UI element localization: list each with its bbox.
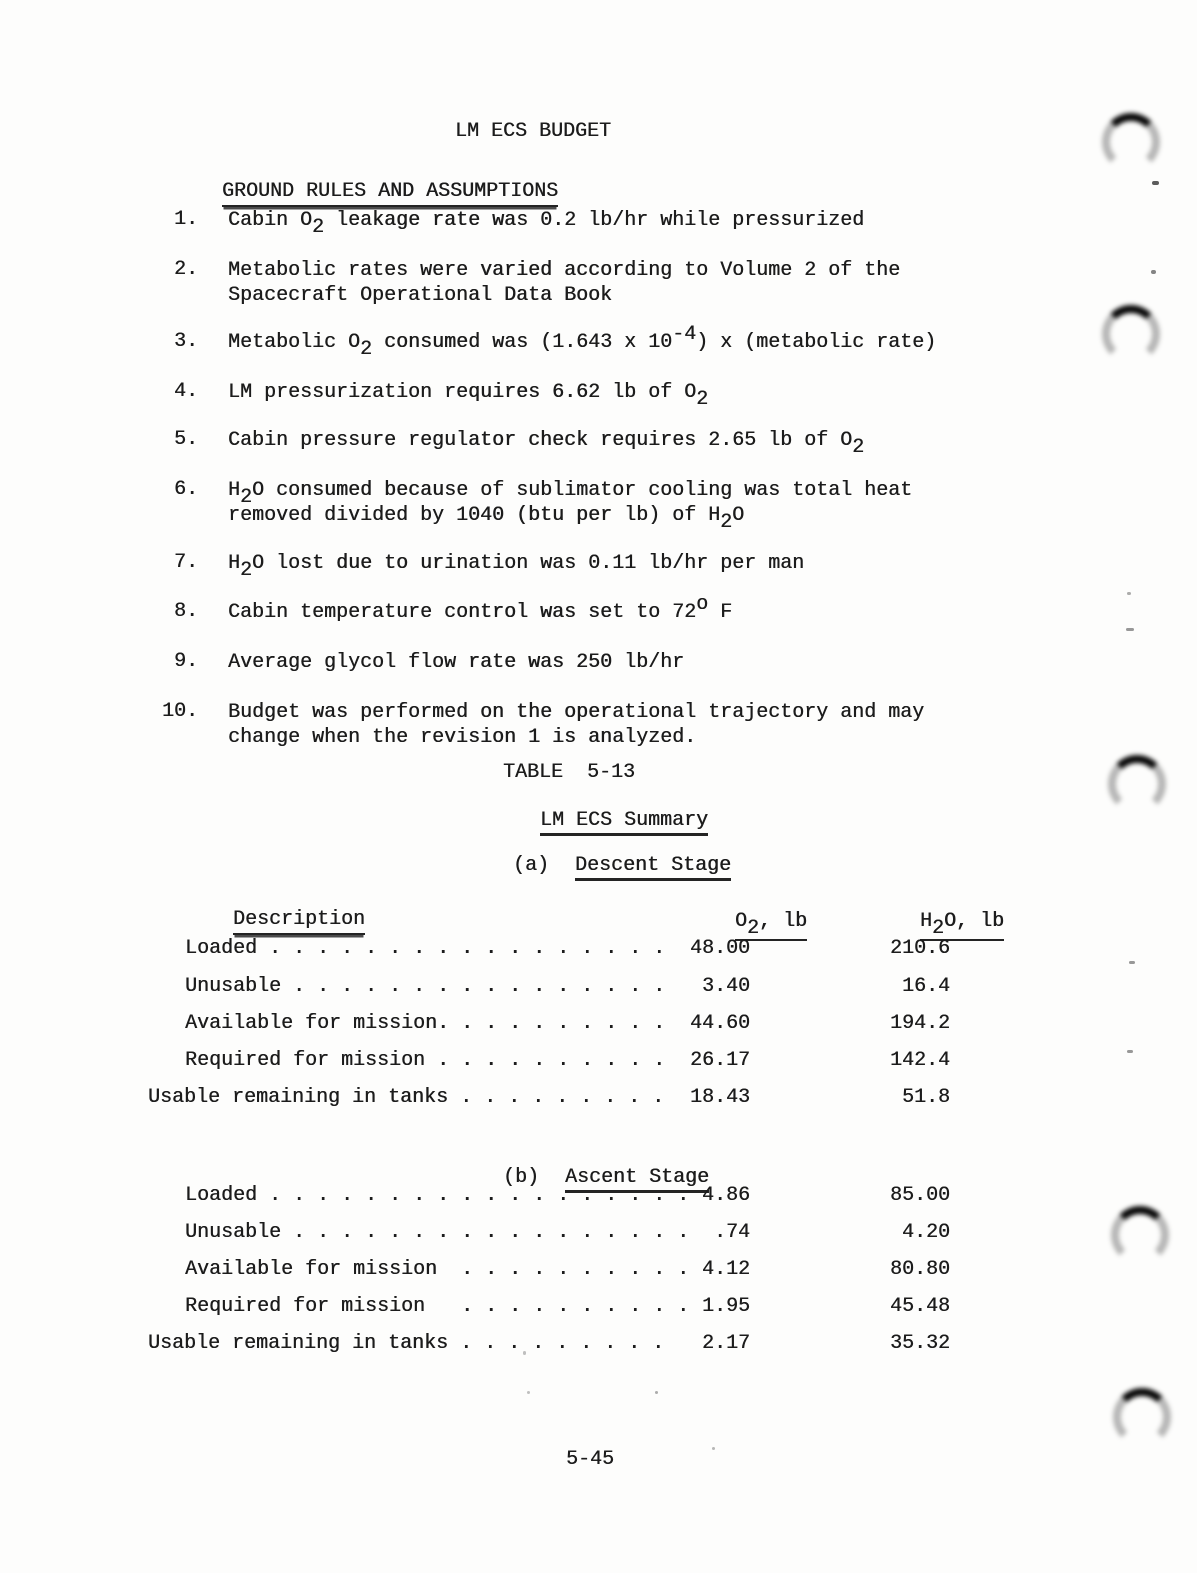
table-row (148, 1085, 960, 1115)
subscript: 2 (852, 436, 865, 459)
assumption-number: 9. (173, 650, 198, 673)
section-b-name: Ascent Stage (565, 1167, 709, 1193)
dot-leader: . . . . . . . . . . . . . . . . . . (257, 1184, 690, 1207)
assumption-text: change when the revision 1 is analyzed. (228, 726, 697, 749)
assumption-number: 6. (173, 478, 198, 501)
assumption-text: Metabolic rates were varied according to Volume 2 of the (228, 259, 901, 282)
row-label-with-leader (148, 1331, 664, 1356)
scan-speck (1127, 1050, 1133, 1053)
subscript: 2 (932, 917, 945, 940)
o2-value: 48.00 (689, 937, 750, 960)
row-label: Available for mission (185, 1258, 438, 1281)
assumption-text: Cabin pressure regulator check requires 2.65 lb of O2 (228, 429, 865, 459)
o2-value: 4.12 (701, 1258, 750, 1281)
o2-value: 44.60 (689, 1012, 750, 1035)
o2-value: 2.17 (701, 1332, 750, 1355)
h2o-value: 85.00 (889, 1184, 950, 1207)
assumption-text: H2O consumed because of sublimator cooling was total heat (228, 479, 913, 509)
row-label-with-leader (185, 1294, 689, 1319)
o2-value: .74 (713, 1221, 750, 1244)
h2o-value: 210.6 (889, 937, 950, 960)
h2o-value: 4.20 (901, 1221, 950, 1244)
row-label: Required for mission (185, 1049, 426, 1072)
table-subcaption: LM ECS Summary (540, 810, 708, 836)
scan-speck (1127, 592, 1131, 595)
assumption-number: 10. (161, 700, 198, 723)
h2o-value: 142.4 (889, 1049, 950, 1072)
table-row (148, 1220, 960, 1250)
row-label: Usable remaining in tanks (148, 1332, 449, 1355)
scan-speck (523, 1351, 526, 1355)
table-row (148, 1183, 960, 1213)
binder-hole-shadow (1108, 755, 1166, 813)
subscript: 2 (240, 486, 253, 509)
assumption-number: 1. (173, 208, 198, 231)
scan-speck (1152, 181, 1159, 185)
assumption-number: 5. (173, 428, 198, 451)
dot-leader: . . . . . . . . . . (425, 1295, 690, 1318)
superscript: -4 (672, 322, 697, 346)
h2o-value: 35.32 (889, 1332, 950, 1355)
o2-value: 26.17 (689, 1049, 750, 1072)
row-label: Loaded (185, 937, 258, 960)
dot-leader: . . . . . . . . . . . . . . . . . (257, 937, 666, 960)
column-header-o2: O2, lb (735, 910, 808, 940)
assumption-text: Metabolic O2 consumed was (1.643 x 10-4) x (metabolic rate) (228, 322, 937, 361)
table-row (148, 936, 960, 966)
binder-hole-shadow (1111, 1206, 1169, 1264)
scan-speck (1129, 961, 1135, 964)
row-label-with-leader (185, 1183, 689, 1208)
table-row (148, 1011, 960, 1041)
assumption-text: LM pressurization requires 6.62 lb of O2 (228, 381, 709, 411)
binder-hole-shadow (1113, 1388, 1171, 1446)
scan-speck (1126, 628, 1134, 631)
row-label-with-leader (185, 1048, 665, 1073)
binder-hole-shadow (1102, 305, 1160, 363)
subscript: 2 (360, 338, 373, 361)
section-heading: GROUND RULES AND ASSUMPTIONS (222, 181, 558, 207)
assumption-text: Spacecraft Operational Data Book (228, 284, 613, 307)
column-header-h2o: H2O, lb (920, 910, 1005, 940)
binder-hole-shadow (1102, 113, 1160, 171)
row-label: Unusable (185, 1221, 282, 1244)
row-label-with-leader (185, 1257, 689, 1282)
subscript: 2 (696, 388, 709, 411)
row-label-with-leader (185, 1220, 689, 1245)
o2-value: 4.86 (701, 1184, 750, 1207)
page-title: LM ECS BUDGET (455, 120, 612, 143)
section-b-tag: (b) (503, 1166, 540, 1189)
h2o-value: 45.48 (889, 1295, 950, 1318)
section-a-name: Descent Stage (575, 855, 731, 881)
table-row (148, 974, 960, 1004)
assumption-number: 8. (173, 600, 198, 623)
subscript: 2 (747, 917, 760, 940)
page-number: 5-45 (566, 1448, 615, 1471)
section-a-tag: (a) (513, 854, 550, 877)
scan-speck (1151, 270, 1156, 274)
assumption-number: 3. (173, 330, 198, 353)
row-label: Required for mission (185, 1295, 426, 1318)
assumption-text: Budget was performed on the operational trajectory and may (228, 701, 925, 724)
table-row (148, 1257, 960, 1287)
scan-speck (655, 1391, 658, 1394)
column-header-description: Description (233, 909, 365, 935)
assumption-text: Cabin temperature control was set to 72o F (228, 592, 733, 624)
subscript: 2 (240, 559, 253, 582)
dot-leader: . . . . . . . . . . (437, 1258, 690, 1281)
dot-leader: . . . . . . . . . . . . . . . . (281, 975, 666, 998)
assumption-text: H2O lost due to urination was 0.11 lb/hr per man (228, 552, 805, 582)
assumption-number: 4. (173, 380, 198, 403)
assumption-text: Average glycol flow rate was 250 lb/hr (228, 651, 685, 674)
dot-leader: . . . . . . . . . (449, 1012, 666, 1035)
superscript: o (696, 592, 709, 616)
h2o-value: 194.2 (889, 1012, 950, 1035)
row-label-with-leader (185, 974, 665, 999)
dot-leader: . . . . . . . . . . . . . . . . . (281, 1221, 690, 1244)
subscript: 2 (312, 216, 325, 239)
o2-value: 3.40 (701, 975, 750, 998)
row-label-with-leader (185, 936, 665, 961)
dot-leader: . . . . . . . . . . (425, 1049, 666, 1072)
table-row (148, 1294, 960, 1324)
table-row (148, 1048, 960, 1078)
assumption-text: removed divided by 1040 (btu per lb) of H2O (228, 504, 745, 534)
scan-speck (712, 1447, 715, 1450)
o2-value: 1.95 (701, 1295, 750, 1318)
table-row (148, 1331, 960, 1361)
assumption-number: 2. (173, 258, 198, 281)
row-label: Loaded (185, 1184, 258, 1207)
dot-leader: . . . . . . . . . (448, 1332, 665, 1355)
scan-speck (527, 1391, 530, 1394)
row-label: Available for mission. (185, 1012, 450, 1035)
assumption-number: 7. (173, 551, 198, 574)
subscript: 2 (720, 511, 733, 534)
row-label-with-leader (148, 1085, 664, 1110)
row-label-with-leader (185, 1011, 665, 1036)
h2o-value: 51.8 (901, 1086, 950, 1109)
h2o-value: 80.80 (889, 1258, 950, 1281)
table-caption: TABLE 5-13 (503, 761, 636, 784)
row-label: Unusable (185, 975, 282, 998)
row-label: Usable remaining in tanks (148, 1086, 449, 1109)
h2o-value: 16.4 (901, 975, 950, 998)
assumption-text: Cabin O2 leakage rate was 0.2 lb/hr while pressurized (228, 209, 865, 239)
dot-leader: . . . . . . . . . (448, 1086, 665, 1109)
o2-value: 18.43 (689, 1086, 750, 1109)
